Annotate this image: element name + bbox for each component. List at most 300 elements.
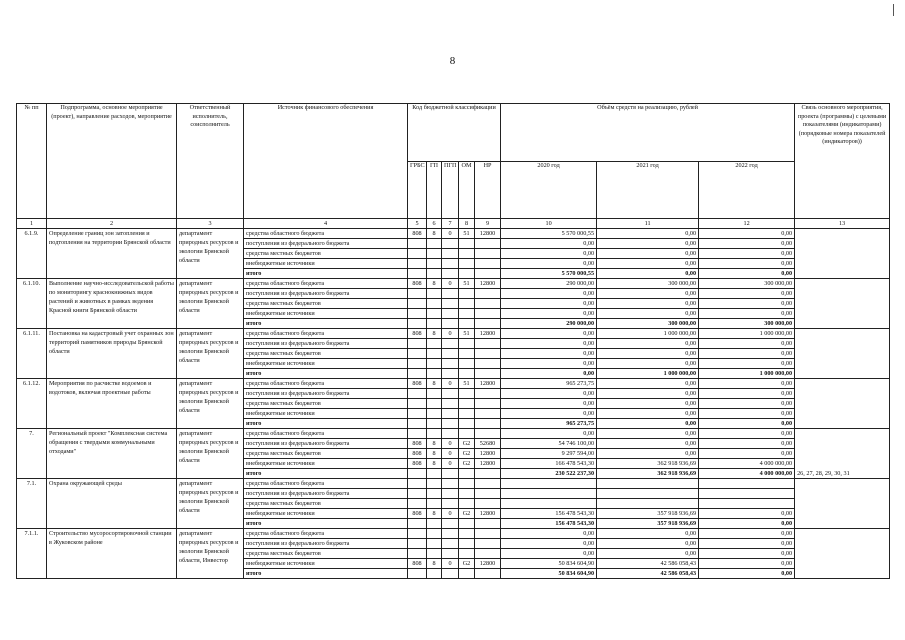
np-cell: [475, 549, 501, 559]
source-cell: внебюджетные источники: [244, 259, 408, 269]
header-no: № пп: [17, 104, 47, 219]
source-cell: поступления из федерального бюджета: [244, 239, 408, 249]
pgp-cell: 0: [442, 509, 459, 519]
gp-cell: 8: [427, 329, 442, 339]
grbs-cell: 808: [408, 379, 427, 389]
column-number: 2: [47, 219, 177, 229]
column-number: 3: [177, 219, 244, 229]
item-number-cell: 7.1.: [17, 479, 47, 529]
value-2022-cell: [699, 489, 795, 499]
value-2022-cell: 1 000 000,00: [699, 329, 795, 339]
header-2020: 2020 год: [501, 161, 597, 219]
value-2022-cell: 0,00: [699, 339, 795, 349]
om-cell: [459, 419, 475, 429]
value-2021-cell: 0,00: [597, 239, 699, 249]
gp-cell: 8: [427, 229, 442, 239]
value-2021-cell: 362 918 936,69: [597, 469, 699, 479]
value-2022-cell: 1 000 000,00: [699, 369, 795, 379]
np-cell: 12800: [475, 229, 501, 239]
value-2022-cell: 0,00: [699, 409, 795, 419]
om-cell: [459, 429, 475, 439]
gp-cell: [427, 529, 442, 539]
grbs-cell: [408, 309, 427, 319]
om-cell: [459, 269, 475, 279]
grbs-cell: [408, 499, 427, 509]
grbs-cell: [408, 539, 427, 549]
value-2021-cell: 362 918 936,69: [597, 459, 699, 469]
source-cell: средства областного бюджета: [244, 229, 408, 239]
value-2021-cell: 0,00: [597, 539, 699, 549]
grbs-cell: [408, 249, 427, 259]
np-cell: [475, 369, 501, 379]
value-2020-cell: [501, 499, 597, 509]
grbs-cell: [408, 369, 427, 379]
value-2020-cell: 0,00: [501, 549, 597, 559]
source-cell: внебюджетные источники: [244, 409, 408, 419]
pgp-cell: 0: [442, 449, 459, 459]
gp-cell: 8: [427, 439, 442, 449]
value-2021-cell: 0,00: [597, 409, 699, 419]
value-2021-cell: 0,00: [597, 399, 699, 409]
value-2022-cell: 0,00: [699, 559, 795, 569]
np-cell: [475, 389, 501, 399]
source-cell: внебюджетные источники: [244, 309, 408, 319]
header-link: Связь основного мероприятия, проекта (программы) с целевыми показателями (индикаторами) (порядковые номера показателей (индикаторов)): [795, 104, 890, 219]
value-2022-cell: 0,00: [699, 359, 795, 369]
om-cell: 51: [459, 329, 475, 339]
item-link-cell: [795, 229, 890, 279]
item-link-cell: [795, 379, 890, 429]
om-cell: 51: [459, 279, 475, 289]
source-cell: средства местных бюджетов: [244, 299, 408, 309]
pgp-cell: [442, 549, 459, 559]
value-2021-cell: 0,00: [597, 299, 699, 309]
value-2020-cell: 0,00: [501, 249, 597, 259]
grbs-cell: [408, 319, 427, 329]
gp-cell: [427, 569, 442, 579]
value-2020-cell: 290 000,00: [501, 279, 597, 289]
value-2021-cell: [597, 489, 699, 499]
pgp-cell: [442, 389, 459, 399]
grbs-cell: [408, 489, 427, 499]
pgp-cell: [442, 409, 459, 419]
np-cell: 12800: [475, 279, 501, 289]
source-cell: поступления из федерального бюджета: [244, 439, 408, 449]
item-name-cell: Постановка на кадастровый учет охранных зон территорий памятников природы Брянской области: [47, 329, 177, 379]
gp-cell: [427, 339, 442, 349]
value-2022-cell: 0,00: [699, 239, 795, 249]
np-cell: [475, 339, 501, 349]
value-2022-cell: [699, 479, 795, 489]
om-cell: [459, 349, 475, 359]
grbs-cell: [408, 299, 427, 309]
grbs-cell: 808: [408, 459, 427, 469]
gp-cell: [427, 429, 442, 439]
om-cell: [459, 469, 475, 479]
np-cell: [475, 269, 501, 279]
column-number: 13: [795, 219, 890, 229]
item-link-cell: 26, 27, 28, 29, 30, 31: [795, 429, 890, 479]
header-pgp: ПГП: [442, 161, 459, 219]
source-cell: итого: [244, 569, 408, 579]
pgp-cell: 0: [442, 229, 459, 239]
value-2022-cell: 0,00: [699, 399, 795, 409]
value-2021-cell: 0,00: [597, 359, 699, 369]
pgp-cell: 0: [442, 439, 459, 449]
value-2022-cell: [699, 499, 795, 509]
header-executor: Ответственный исполнитель, соисполнитель: [177, 104, 244, 219]
item-number-cell: 6.1.12.: [17, 379, 47, 429]
value-2021-cell: 300 000,00: [597, 319, 699, 329]
item-executor-cell: департамент природных ресурсов и экологии Брянской области: [177, 429, 244, 479]
np-cell: [475, 239, 501, 249]
value-2022-cell: 0,00: [699, 379, 795, 389]
np-cell: [475, 519, 501, 529]
pgp-cell: [442, 399, 459, 409]
grbs-cell: 808: [408, 279, 427, 289]
pgp-cell: [442, 339, 459, 349]
gp-cell: [427, 309, 442, 319]
np-cell: 12800: [475, 329, 501, 339]
value-2021-cell: 0,00: [597, 309, 699, 319]
om-cell: [459, 519, 475, 529]
value-2022-cell: 0,00: [699, 309, 795, 319]
scan-edge-mark: [893, 4, 894, 16]
source-cell: средства местных бюджетов: [244, 399, 408, 409]
header-2021: 2021 год: [597, 161, 699, 219]
value-2022-cell: 0,00: [699, 449, 795, 459]
table-row: [17, 479, 890, 489]
om-cell: G2: [459, 439, 475, 449]
value-2020-cell: 0,00: [501, 289, 597, 299]
value-2020-cell: 0,00: [501, 259, 597, 269]
om-cell: [459, 539, 475, 549]
value-2021-cell: 0,00: [597, 549, 699, 559]
np-cell: [475, 309, 501, 319]
gp-cell: [427, 539, 442, 549]
om-cell: [459, 499, 475, 509]
item-name-cell: Мероприятия по расчистке водоемов и водотоков, включая проектные работы: [47, 379, 177, 429]
value-2020-cell: 965 273,75: [501, 419, 597, 429]
value-2020-cell: 5 570 000,55: [501, 269, 597, 279]
gp-cell: [427, 249, 442, 259]
value-2021-cell: 42 586 058,43: [597, 559, 699, 569]
np-cell: [475, 359, 501, 369]
value-2021-cell: 357 918 936,69: [597, 519, 699, 529]
source-cell: средства областного бюджета: [244, 279, 408, 289]
source-cell: итого: [244, 469, 408, 479]
header-om: ОМ: [459, 161, 475, 219]
value-2020-cell: [501, 489, 597, 499]
pgp-cell: [442, 289, 459, 299]
source-cell: итого: [244, 519, 408, 529]
value-2022-cell: 0,00: [699, 439, 795, 449]
np-cell: [475, 399, 501, 409]
value-2022-cell: 0,00: [699, 349, 795, 359]
value-2022-cell: 0,00: [699, 569, 795, 579]
value-2022-cell: 4 000 000,00: [699, 469, 795, 479]
value-2022-cell: 0,00: [699, 429, 795, 439]
column-number: 1: [17, 219, 47, 229]
np-cell: [475, 429, 501, 439]
value-2021-cell: 0,00: [597, 419, 699, 429]
column-number: 9: [475, 219, 501, 229]
pgp-cell: [442, 499, 459, 509]
value-2022-cell: 0,00: [699, 519, 795, 529]
pgp-cell: 0: [442, 279, 459, 289]
grbs-cell: [408, 239, 427, 249]
value-2022-cell: 0,00: [699, 509, 795, 519]
pgp-cell: [442, 309, 459, 319]
gp-cell: [427, 489, 442, 499]
source-cell: средства местных бюджетов: [244, 499, 408, 509]
source-cell: средства областного бюджета: [244, 379, 408, 389]
value-2020-cell: 5 570 000,55: [501, 229, 597, 239]
source-cell: поступления из федерального бюджета: [244, 489, 408, 499]
grbs-cell: 808: [408, 509, 427, 519]
value-2020-cell: 9 297 594,00: [501, 449, 597, 459]
value-2020-cell: 965 273,75: [501, 379, 597, 389]
grbs-cell: [408, 529, 427, 539]
np-cell: 52680: [475, 439, 501, 449]
value-2020-cell: 290 000,00: [501, 319, 597, 329]
value-2021-cell: [597, 479, 699, 489]
om-cell: [459, 529, 475, 539]
item-number-cell: 7.1.1.: [17, 529, 47, 579]
value-2020-cell: 166 478 543,30: [501, 459, 597, 469]
gp-cell: [427, 269, 442, 279]
source-cell: внебюджетные источники: [244, 459, 408, 469]
np-cell: [475, 319, 501, 329]
item-number-cell: 6.1.10.: [17, 279, 47, 329]
grbs-cell: [408, 479, 427, 489]
value-2020-cell: 156 478 543,30: [501, 509, 597, 519]
np-cell: [475, 569, 501, 579]
header-volume: Объём средств на реализацию, рублей: [501, 104, 795, 162]
om-cell: [459, 479, 475, 489]
value-2020-cell: 0,00: [501, 409, 597, 419]
om-cell: G2: [459, 509, 475, 519]
item-name-cell: Охрана окружающей среды: [47, 479, 177, 529]
item-executor-cell: департамент природных ресурсов и экологии Брянской области: [177, 329, 244, 379]
source-cell: итого: [244, 369, 408, 379]
source-cell: внебюджетные источники: [244, 559, 408, 569]
value-2020-cell: 0,00: [501, 369, 597, 379]
pgp-cell: [442, 239, 459, 249]
value-2021-cell: 42 586 058,43: [597, 569, 699, 579]
grbs-cell: [408, 419, 427, 429]
source-cell: итого: [244, 319, 408, 329]
grbs-cell: [408, 469, 427, 479]
gp-cell: [427, 399, 442, 409]
item-number-cell: 7.: [17, 429, 47, 479]
om-cell: [459, 299, 475, 309]
om-cell: [459, 249, 475, 259]
header-grbs: ГРБС: [408, 161, 427, 219]
pgp-cell: 0: [442, 329, 459, 339]
np-cell: [475, 469, 501, 479]
om-cell: [459, 339, 475, 349]
item-name-cell: Региональный проект "Комплексная система обращения с твердыми коммунальными отходами": [47, 429, 177, 479]
grbs-cell: [408, 339, 427, 349]
om-cell: 51: [459, 379, 475, 389]
source-cell: средства областного бюджета: [244, 429, 408, 439]
value-2022-cell: 0,00: [699, 549, 795, 559]
np-cell: 12800: [475, 379, 501, 389]
column-number: 6: [427, 219, 442, 229]
gp-cell: [427, 519, 442, 529]
om-cell: [459, 399, 475, 409]
table-row: [17, 229, 890, 239]
item-name-cell: Строительство мусоросортировочной станции в Жуковском районе: [47, 529, 177, 579]
value-2021-cell: 0,00: [597, 449, 699, 459]
source-cell: итого: [244, 269, 408, 279]
header-source: Источник финансового обеспечения: [244, 104, 408, 219]
gp-cell: [427, 389, 442, 399]
pgp-cell: [442, 539, 459, 549]
item-executor-cell: департамент природных ресурсов и экологии Брянской области: [177, 379, 244, 429]
value-2021-cell: [597, 499, 699, 509]
value-2022-cell: 0,00: [699, 529, 795, 539]
np-cell: [475, 489, 501, 499]
gp-cell: [427, 359, 442, 369]
gp-cell: [427, 499, 442, 509]
column-number-row: [17, 219, 890, 229]
om-cell: [459, 309, 475, 319]
value-2022-cell: 300 000,00: [699, 319, 795, 329]
value-2020-cell: 0,00: [501, 359, 597, 369]
value-2021-cell: 0,00: [597, 529, 699, 539]
value-2021-cell: 0,00: [597, 349, 699, 359]
np-cell: [475, 409, 501, 419]
pgp-cell: 0: [442, 379, 459, 389]
item-number-cell: 6.1.11.: [17, 329, 47, 379]
om-cell: [459, 409, 475, 419]
pgp-cell: [442, 319, 459, 329]
value-2021-cell: 1 000 000,00: [597, 329, 699, 339]
value-2021-cell: 0,00: [597, 339, 699, 349]
gp-cell: [427, 469, 442, 479]
value-2022-cell: 0,00: [699, 259, 795, 269]
grbs-cell: 808: [408, 559, 427, 569]
table-row: [17, 379, 890, 389]
pgp-cell: [442, 469, 459, 479]
item-executor-cell: департамент природных ресурсов и экологии Брянской области, Инвестор: [177, 529, 244, 579]
np-cell: [475, 499, 501, 509]
pgp-cell: [442, 569, 459, 579]
page-number: 8: [449, 55, 456, 67]
value-2022-cell: 4 000 000,00: [699, 459, 795, 469]
item-link-cell: [795, 529, 890, 579]
value-2020-cell: 0,00: [501, 429, 597, 439]
gp-cell: 8: [427, 459, 442, 469]
om-cell: G2: [459, 559, 475, 569]
source-cell: средства областного бюджета: [244, 529, 408, 539]
value-2022-cell: 300 000,00: [699, 279, 795, 289]
np-cell: 12800: [475, 509, 501, 519]
np-cell: [475, 539, 501, 549]
source-cell: поступления из федерального бюджета: [244, 289, 408, 299]
header-2022: 2022 год: [699, 161, 795, 219]
pgp-cell: [442, 349, 459, 359]
grbs-cell: [408, 519, 427, 529]
value-2021-cell: 0,00: [597, 439, 699, 449]
value-2020-cell: 0,00: [501, 389, 597, 399]
om-cell: [459, 289, 475, 299]
om-cell: G2: [459, 459, 475, 469]
value-2020-cell: 0,00: [501, 309, 597, 319]
value-2021-cell: 357 918 936,69: [597, 509, 699, 519]
source-cell: средства областного бюджета: [244, 329, 408, 339]
source-cell: средства местных бюджетов: [244, 349, 408, 359]
gp-cell: 8: [427, 509, 442, 519]
source-cell: внебюджетные источники: [244, 509, 408, 519]
grbs-cell: [408, 349, 427, 359]
header-name: Подпрограмма, основное мероприятие (проект), направление расходов, мероприятие: [47, 104, 177, 219]
gp-cell: 8: [427, 379, 442, 389]
om-cell: [459, 359, 475, 369]
source-cell: поступления из федерального бюджета: [244, 339, 408, 349]
grbs-cell: 808: [408, 439, 427, 449]
om-cell: 51: [459, 229, 475, 239]
gp-cell: [427, 299, 442, 309]
grbs-cell: [408, 289, 427, 299]
pgp-cell: 0: [442, 459, 459, 469]
gp-cell: 8: [427, 279, 442, 289]
grbs-cell: [408, 429, 427, 439]
pgp-cell: [442, 479, 459, 489]
grbs-cell: [408, 359, 427, 369]
budget-body: [17, 229, 890, 579]
item-name-cell: Определение границ зон затопления и подтопления на территории Брянской области: [47, 229, 177, 279]
grbs-cell: [408, 549, 427, 559]
value-2021-cell: 0,00: [597, 269, 699, 279]
gp-cell: [427, 369, 442, 379]
np-cell: [475, 299, 501, 309]
gp-cell: [427, 549, 442, 559]
pgp-cell: [442, 489, 459, 499]
om-cell: [459, 259, 475, 269]
item-number-cell: 6.1.9.: [17, 229, 47, 279]
grbs-cell: [408, 399, 427, 409]
source-cell: внебюджетные источники: [244, 359, 408, 369]
value-2020-cell: 0,00: [501, 239, 597, 249]
value-2020-cell: 0,00: [501, 299, 597, 309]
om-cell: G2: [459, 449, 475, 459]
np-cell: [475, 289, 501, 299]
budget-table: [16, 103, 890, 579]
np-cell: 12800: [475, 459, 501, 469]
grbs-cell: 808: [408, 229, 427, 239]
pgp-cell: [442, 519, 459, 529]
value-2022-cell: 0,00: [699, 289, 795, 299]
item-executor-cell: департамент природных ресурсов и экологии Брянской области: [177, 279, 244, 329]
pgp-cell: [442, 429, 459, 439]
value-2021-cell: 1 000 000,00: [597, 369, 699, 379]
gp-cell: [427, 239, 442, 249]
column-number: 10: [501, 219, 597, 229]
np-cell: 12800: [475, 449, 501, 459]
np-cell: [475, 249, 501, 259]
value-2021-cell: 0,00: [597, 289, 699, 299]
gp-cell: 8: [427, 449, 442, 459]
np-cell: [475, 529, 501, 539]
om-cell: [459, 319, 475, 329]
value-2021-cell: 0,00: [597, 249, 699, 259]
source-cell: средства областного бюджета: [244, 479, 408, 489]
column-number: 5: [408, 219, 427, 229]
header-budget-code: Код бюджетной классификации: [408, 104, 501, 162]
